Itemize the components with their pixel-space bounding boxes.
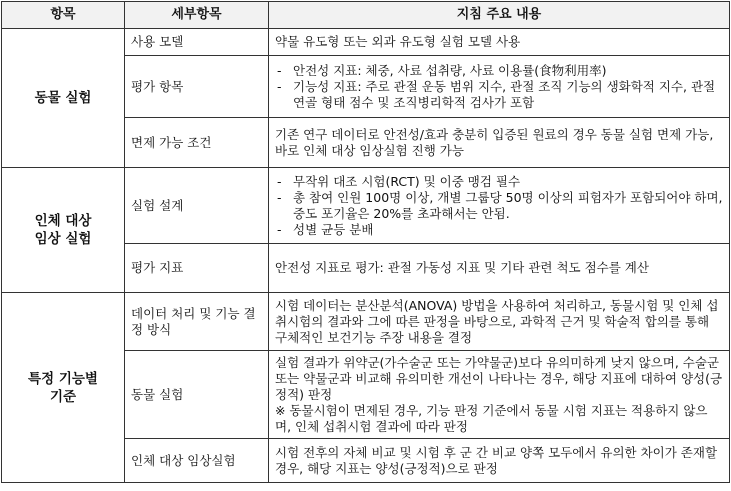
content-evaluation xyxy=(269,56,730,118)
category-criteria-label: 특정 기능별 기준 xyxy=(28,370,98,405)
subcategory-evaluation: 평가 항목 xyxy=(125,56,269,118)
subcategory-human-test: 인체 대상 임상실험 xyxy=(125,439,269,483)
content-exemption: 기존 연구 데이터로 안전성/효과 충분히 입증된 원료의 경우 동물 실험 면제 가능, 바로 인체 대상 임상실험 진행 가능 xyxy=(269,118,730,168)
subcategory-animal-test: 동물 실험 xyxy=(125,351,269,439)
subcategory-processing: 데이터 처리 및 기능 결정 방식 xyxy=(125,293,269,351)
design-list xyxy=(275,174,723,238)
header-category: 항목 xyxy=(2,2,125,29)
content-animal-test xyxy=(269,351,730,439)
table-row xyxy=(2,168,730,244)
header-row xyxy=(2,2,730,29)
content-model: 약물 유도형 또는 외과 유도형 실험 모델 사용 xyxy=(269,29,730,56)
content-metrics: 안전성 지표로 평가: 관절 가동성 지표 및 기타 관련 척도 점수를 계산 xyxy=(269,244,730,293)
content-processing: 시험 데이터는 분산분석(ANOVA) 방법을 사용하여 처리하고, 동물시험 및 인체 섭취시험의 결과와 그에 따른 판정을 바탕으로, 과학적 근거 및 학술적 합의를 통해 구체적인 보건기능 주장 내용을 결정 xyxy=(269,293,730,351)
category-human xyxy=(2,168,125,293)
evaluation-list xyxy=(275,63,723,111)
list-item: - 안전성 지표: 체중, 사료 섭취량, 사료 이용률(食物利用率) xyxy=(275,63,723,79)
subcategory-design: 실험 설계 xyxy=(125,168,269,244)
content-human-test: 시험 전후의 자체 비교 및 시험 후 군 간 비교 양쪽 모두에서 유의한 차이가 존재할 경우, 해당 지표는 양성(긍정적)으로 판정 xyxy=(269,439,730,483)
category-criteria xyxy=(2,293,125,483)
category-human-label: 인체 대상 임상 실험 xyxy=(34,213,92,247)
subcategory-metrics: 평가 지표 xyxy=(125,244,269,293)
list-item: - 무작위 대조 시험(RCT) 및 이중 맹검 필수 xyxy=(275,174,723,190)
animal-test-note: ※ 동물시험이 면제된 경우, 기능 판정 기준에서 동물 시험 지표는 적용하지 않으며, 인체 섭취시험 결과에 따라 판정 xyxy=(275,402,708,434)
list-item: - 성별 균등 분배 xyxy=(275,222,723,238)
content-design xyxy=(269,168,730,244)
category-animal: 동물 실험 xyxy=(2,29,125,168)
list-item: - 총 참여 인원 100명 이상, 개별 그룹당 50명 이상의 피험자가 포함되어야 하며, 중도 포기율은 20%를 초과해서는 안됨. xyxy=(275,190,723,222)
header-content: 지침 주요 내용 xyxy=(269,2,730,29)
animal-test-text: 실험 결과가 위약군(가수술군 또는 가약물군)보다 유의미하게 낮지 않으며, 수술군 또는 약물군과 비교해 유의미한 개선이 나타나는 경우, 해당 지표에 대하여 양성(긍정적) 판정 xyxy=(275,354,723,402)
header-subcategory: 세부항목 xyxy=(125,2,269,29)
subcategory-exemption: 면제 가능 조건 xyxy=(125,118,269,168)
list-item: - 기능성 지표: 주로 관절 운동 범위 지수, 관절 조직 기능의 생화학적 지수, 관절 연골 형태 점수 및 조직병리학적 검사가 포함 xyxy=(275,79,723,111)
table-row xyxy=(2,293,730,351)
subcategory-model: 사용 모델 xyxy=(125,29,269,56)
table-row xyxy=(2,29,730,56)
guideline-table xyxy=(1,1,730,483)
